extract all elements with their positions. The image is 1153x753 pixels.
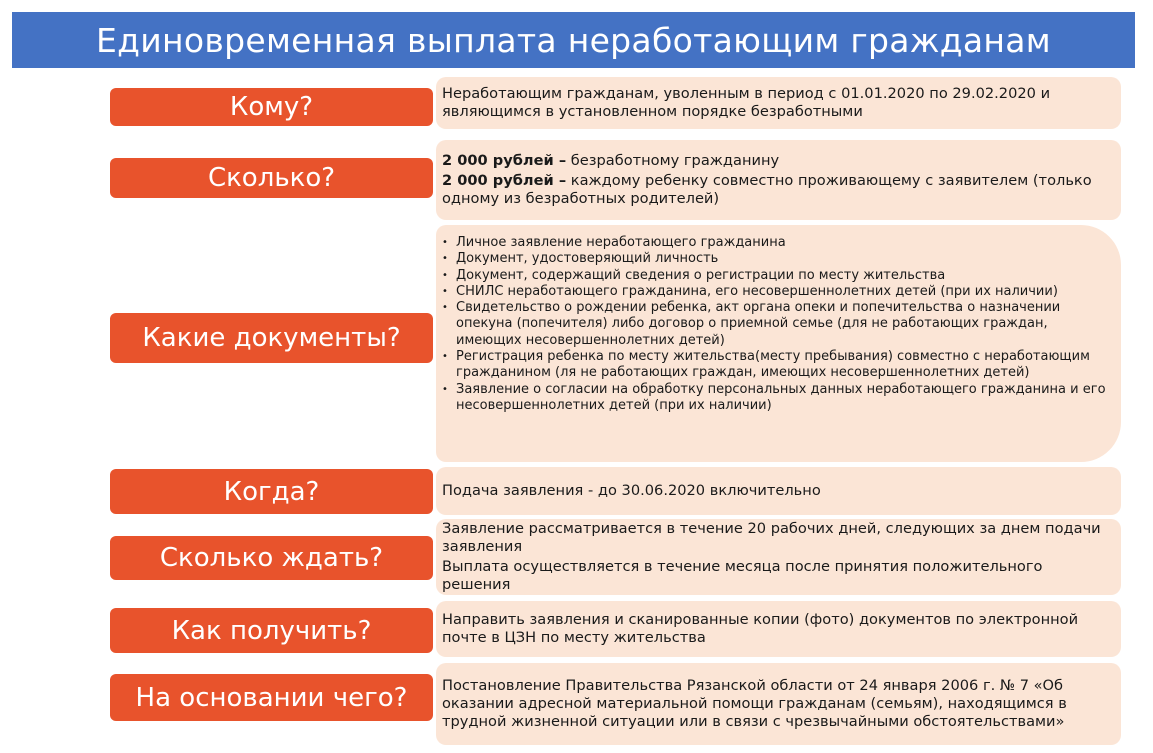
- question-label: Как получить?: [171, 615, 372, 646]
- amount-value: 2 000 рублей –: [442, 152, 567, 169]
- question-documents: [110, 313, 433, 363]
- amount-line: [442, 172, 1113, 208]
- question-label: Кому?: [229, 92, 314, 122]
- list-item: • Регистрация ребенка по месту жительства(месту пребывания) совместно с неработающим гражданином (ля не работающих граждан, имеющих несовершеннолетних детей): [442, 349, 1113, 382]
- list-item: • Свидетельство о рождении ребенка, акт органа опеки и попечительства о назначении опекуна (попечителя) либо договор о приемной семье (для не работающих граждан, имеющих несовершеннолетних детей): [442, 300, 1113, 349]
- answer-paragraph: Заявление рассматривается в течение 20 рабочих дней, следующих за днем подачи заявления: [442, 520, 1101, 555]
- question-how-much: [110, 158, 433, 198]
- amount-value: 2 000 рублей –: [442, 172, 567, 189]
- list-item: • СНИЛС неработающего гражданина, его несовершеннолетних детей (при их наличии): [442, 284, 1113, 300]
- list-item: • Документ, удостоверяющий личность: [442, 251, 1113, 267]
- documents-list: [442, 235, 1113, 414]
- page-title: Единовременная выплата неработающим гражданам: [95, 20, 1051, 60]
- answer-how-long: [436, 519, 1121, 595]
- amount-recipient: каждому ребенку совместно проживающему с заявителем (только одному из безработных родителей): [442, 172, 1092, 207]
- question-when: [110, 469, 433, 514]
- answer-paragraph: Выплата осуществляется в течение месяца после принятия положительного решения: [442, 558, 1043, 593]
- title-banner: [12, 12, 1135, 68]
- question-label: Сколько ждать?: [159, 543, 384, 573]
- list-item: • Заявление о согласии на обработку персональных данных неработающего гражданина и его несовершеннолетних детей (при их наличии): [442, 382, 1113, 415]
- question-how-to-get: [110, 608, 433, 653]
- answer-documents: [436, 225, 1121, 462]
- question-how-long: [110, 536, 433, 580]
- answer-whom: [436, 77, 1121, 129]
- answer-how-much: [436, 140, 1121, 220]
- question-label: Какие документы?: [142, 323, 401, 353]
- list-item: • Личное заявление неработающего гражданина: [442, 235, 1113, 251]
- question-label: На основании чего?: [135, 682, 408, 713]
- question-whom: [110, 88, 433, 126]
- answer-text: Постановление Правительства Рязанской области от 24 января 2006 г. № 7 «Об оказании адресной материальной помощи гражданам (семьям), находящимся в трудной жизненной ситуации или в связи с чрезвычайными обстоятельствами»: [442, 677, 1067, 730]
- question-label: Сколько?: [207, 163, 336, 193]
- list-item: • Документ, содержащий сведения о регистрации по месту жительства: [442, 268, 1113, 284]
- answer-how-to-get: [436, 601, 1121, 657]
- question-legal-basis: [110, 674, 433, 721]
- answer-when: [436, 467, 1121, 515]
- answer-legal-basis: [436, 663, 1121, 745]
- amount-line: [442, 152, 1113, 170]
- amount-recipient: безработному гражданину: [566, 152, 780, 169]
- answer-text: Подача заявления - до 30.06.2020 включительно: [442, 482, 821, 499]
- question-label: Когда?: [223, 476, 320, 507]
- answer-text: Направить заявления и сканированные копии (фото) документов по электронной почте в ЦЗН по месту жительства: [442, 611, 1079, 646]
- answer-text: Неработающим гражданам, уволенным в период с 01.01.2020 по 29.02.2020 и являющимся в установленном порядке безработными: [442, 85, 1051, 120]
